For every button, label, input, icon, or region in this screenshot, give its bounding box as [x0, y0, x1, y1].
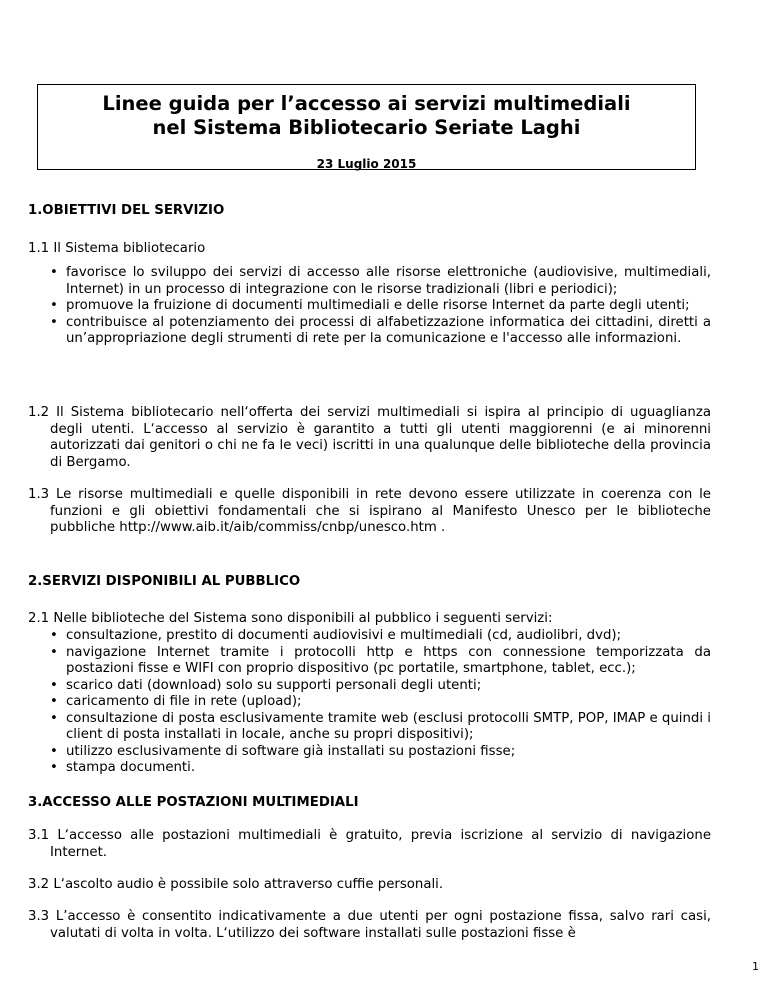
section3-heading: 3.ACCESSO ALLE POSTAZIONI MULTIMEDIALI	[28, 795, 359, 810]
p11-label: 1.1 Il Sistema bibliotecario	[28, 241, 206, 256]
document-title-line2: nel Sistema Bibliotecario Seriate Laghi	[152, 116, 581, 139]
paragraph-1-3: 1.3 Le risorse multimediali e quelle disponibili in rete devono essere utilizzate in coerenza con le funzioni e gli obiettivi fondamentali che si ispirano al Manifesto Unesco per le biblioteche pubbliche http://www.aib.it/aib/commiss/cnbp/unesco.htm .	[28, 487, 711, 535]
bullet-icon: •	[50, 677, 58, 693]
list-item: • caricamento di file in rete (upload);	[50, 694, 302, 709]
list-item: • favorisce lo sviluppo dei servizi di accesso alle risorse elettroniche (audiovisive, multimediali, Internet) in un processo di integrazione con le risorse tradizionali (libri e periodici);	[50, 265, 711, 297]
title-box	[37, 84, 696, 170]
paragraph-3-3: 3.3 L’accesso è consentito indicativamente a due utenti per ogni postazione fissa, salvo rari casi, valutati di volta in volta. L‘utilizzo dei software installati sulle postazioni fisse è	[28, 909, 711, 941]
bullet-icon: •	[50, 743, 58, 759]
bullet-icon: •	[50, 628, 58, 643]
page-number: 1	[752, 960, 759, 973]
paragraph-3-2: 3.2 L‘ascolto audio è possibile solo attraverso cuffie personali.	[28, 877, 444, 892]
list-item: • promuove la fruizione di documenti multimediali e delle risorse Internet da parte degli utenti;	[50, 298, 690, 313]
bullet-icon: •	[50, 694, 58, 709]
bullet-icon: •	[50, 298, 58, 313]
p21-bullet-list	[50, 628, 711, 777]
list-item: • consultazione di posta esclusivamente tramite web (esclusi protocolli SMTP, POP, IMAP e quindi i client di posta installati in locale, anche su propri dispositivi);	[50, 710, 711, 742]
document-title-line1: Linee guida per l’accesso ai servizi multimediali	[102, 92, 631, 115]
list-item: • scarico dati (download) solo su supporti personali degli utenti;	[50, 677, 482, 693]
section1-heading: 1.OBIETTIVI DEL SERVIZIO	[28, 203, 225, 218]
section2-heading: 2.SERVIZI DISPONIBILI AL PUBBLICO	[28, 574, 301, 589]
bullet-icon: •	[50, 644, 58, 660]
bullet-icon: •	[50, 710, 58, 726]
bullet-icon: •	[50, 265, 58, 280]
list-item: • contribuisce al potenziamento dei processi di alfabetizzazione informatica dei cittadini, diretti a un’appropriazione degli strumenti di rete per la comunicazione e l'accesso alle informazioni.	[50, 314, 711, 346]
paragraph-3-1: 3.1 L‘accesso alle postazioni multimediali è gratuito, previa iscrizione al servizio di navigazione Internet.	[28, 828, 711, 860]
list-item: • consultazione, prestito di documenti audiovisivi e multimediali (cd, audiolibri, dvd);	[50, 628, 622, 643]
list-item: • navigazione Internet tramite i protocolli http e https con connessione temporizzata da postazioni fisse e WIFI con proprio dispositivo (pc portatile, smartphone, tablet, ecc.);	[50, 644, 711, 676]
bullet-icon: •	[50, 314, 58, 330]
document-date: 23 Luglio 2015	[316, 157, 417, 171]
list-item: • stampa documenti.	[50, 760, 196, 775]
p11-bullet-list	[50, 265, 711, 348]
p21-label: 2.1 Nelle biblioteche del Sistema sono disponibili al pubblico i seguenti servizi:	[28, 611, 553, 626]
list-item: • utilizzo esclusivamente di software già installati su postazioni fisse;	[50, 743, 516, 759]
paragraph-1-2: 1.2 Il Sistema bibliotecario nell‘offerta dei servizi multimediali si ispira al principio di uguaglianza degli utenti. L‘accesso al servizio è garantito a tutti gli utenti maggiorenni (e ai minorenni autorizzati dai genitori o chi ne fa le veci) iscritti in una qualunque delle biblioteche della provincia di Bergamo.	[28, 405, 711, 470]
bullet-icon: •	[50, 760, 58, 775]
